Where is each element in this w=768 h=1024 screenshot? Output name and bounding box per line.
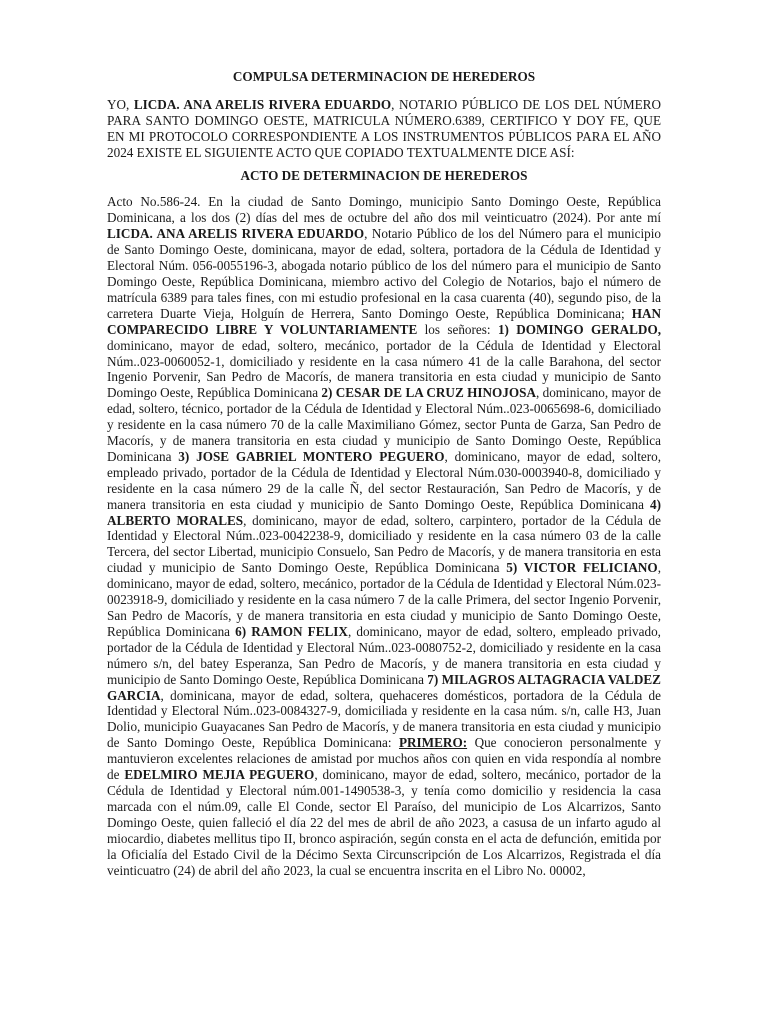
text-run: , dominicano, mayor de edad, soltero, carpintero, portador de la Cédula de Identidad y Electoral Núm..023-0042238-9, domiciliado y residente en la casa número 03 de la calle Tercera, del sector Libertad, municipio Consuelo, San Pedro de Macorís, y de manera transitoria en esta ciudad y municipio de Santo Domingo Oeste, República Dominicana bbox=[107, 512, 662, 576]
text-run: YO, bbox=[107, 96, 134, 112]
bold-text: HAN COMPARECIDO LIBRE Y VOLUNTARIAMENTE bbox=[107, 305, 661, 337]
bold-text: EDELMIRO MEJIA PEGUERO bbox=[124, 767, 315, 783]
body-paragraph bbox=[107, 194, 661, 878]
document-title: COMPULSA DETERMINACION DE HEREDEROS bbox=[232, 69, 536, 84]
bold-text: 6) RAMON FELIX bbox=[235, 623, 348, 639]
text-run: Que conocieron personalmente y mantuvieron excelentes relaciones de amistad por muchos años con quien en vida respondía al nombre de bbox=[107, 735, 661, 783]
text-run: , dominicano, mayor de edad, soltero, mecánico, portador de la Cédula de Identidad y Electoral núm.001-1490538-3, y tenía como domicilio y residencia la casa marcada con el núm.09, calle El Conde, sector El Paraíso, del municipio de Los Alcarrizos, Santo Domingo Oeste, quien falleció el día 22 del mes de abril de año 2023, a casusa de un infarto agudo al miocardio, diabetes mellitus tipo II, bronco aspiración, según consta en el acta de defunción, emitida por la Oficialía del Estado Civil de la Décimo Sexta Circunscripción de Los Alcarrizos, Registrada el día veinticuatro (24) de abril del año 2023, la cual se encuentra inscrita en el Libro No. 00002, bbox=[107, 767, 661, 878]
text-run: , dominicano, mayor de edad, soltero, empleado privado, portador de la Cédula de Identidad y Electoral Núm.030-0003940-8, domiciliado y residente en la casa número 29 de la calle Ñ, del sector Restauración, San Pedro de Macorís, y de manera transitoria en esta ciudad y municipio de Santo Domingo Oeste, República Dominicana bbox=[107, 448, 662, 512]
text-run: , dominicana, mayor de edad, soltera, quehaceres domésticos, portadora de la Cédula de Identidad y Electoral Núm..023-0084327-9, domiciliada y residente en la casa núm. s/n, calle H3, Juan Dolio, municipio Guayacanes San Pedro de Macorís, y de manera transitoria en esta ciudad y municipio de Santo Domingo Oeste, República Dominicana: bbox=[107, 687, 661, 751]
bold-text: 1) DOMINGO GERALDO, bbox=[497, 321, 662, 337]
document-page bbox=[107, 66, 661, 878]
bold-text: 5) VICTOR FELICIANO bbox=[506, 560, 658, 576]
text-run: los señores: bbox=[417, 321, 498, 337]
text-run: , dominicano, mayor de edad, soltero, empleado privado, portador de la Cédula de Identidad y Electoral Núm..023-0080752-2, domiciliado y residente en la casa número s/n, del batey Esperanza, San Pedro de Macorís, y de manera transitoria en esta ciudad y municipio de Santo Domingo Oeste, República Dominicana bbox=[107, 623, 661, 687]
bold-text: LICDA. ANA ARELIS RIVERA EDUARDO bbox=[107, 226, 365, 242]
intro-paragraph bbox=[107, 97, 661, 161]
section-heading-primero: PRIMERO: bbox=[398, 735, 468, 751]
bold-text: 3) JOSE GABRIEL MONTERO PEGUERO bbox=[178, 448, 445, 464]
bold-text: 2) CESAR DE LA CRUZ HINOJOSA bbox=[321, 385, 536, 401]
text-run: , dominicano, mayor de edad, soltero, técnico, portador de la Cédula de Identidad y Electoral Núm..023-0065698-6, domiciliado y residente en la casa número 70 de la calle Maximiliano Gómez, sector Punta de Garza, San Pedro de Macorís, y de manera transitoria en esta ciudad y municipio de Santo Domingo Oeste, República Dominicana bbox=[107, 385, 661, 464]
bold-text: LICDA. ANA ARELIS RIVERA EDUARDO bbox=[133, 96, 392, 112]
text-run: , dominicano, mayor de edad, soltero, mecánico, portador de la Cédula de Identidad y Electoral Núm.023-0023918-9, domiciliado y residente en la casa número 7 de la calle Primera, del sector Ingenio Porvenir, San Pedro de Macorís, y de manera transitoria en esta ciudad y municipio de Santo Domingo Oeste, República Dominicana bbox=[107, 560, 661, 639]
act-title: ACTO DE DETERMINACION DE HEREDEROS bbox=[240, 167, 528, 183]
text-run: , Notario Público de los del Número para el municipio de Santo Domingo Oeste, dominicana, mayor de edad, soltera, portadora de la Cédula de Identidad y Electoral Núm. 056-0055196-3, abogada notario público de los del número para el municipio de Santo Domingo Oeste, República Dominicana, miembro activo del Colegio de Notarios, bajo el número de matrícula 6389 para tales fines, con mi estudio profesional en la casa cuarenta (40), segundo piso, de la carretera Duarte Vieja, Holguín de Herrera, Santo Domingo Oeste, República Dominicana; bbox=[107, 226, 661, 321]
text-run: dominicano, mayor de edad, soltero, mecánico, portador de la Cédula de Identidad y Electoral Núm..023-0060052-1, domiciliado y residente en la casa número 41 de la calle Barahona, del sector Ingenio Porvenir, San Pedro de Macorís, de manera transitoria en esta ciudad y municipio de Santo Domingo Oeste, República Dominicana bbox=[107, 337, 661, 401]
text-run: Acto No.586-24. En la ciudad de Santo Domingo, municipio Santo Domingo Oeste, República Dominicana, a los dos (2) días del mes de octubre del año dos mil veinticuatro (2024). Por ante mí bbox=[107, 194, 661, 226]
text-run: , NOTARIO PÚBLICO DE LOS DEL NÚMERO PARA SANTO DOMINGO OESTE, MATRICULA NÚMERO.6389, CERTIFICO Y DOY FE, QUE EN MI PROTOCOLO CORRESPONDIENTE A LOS INSTRUMENTOS PÚBLICOS PARA EL AÑO 2024 EXISTE EL SIGUIENTE ACTO QUE COPIADO TEXTUALMENTE DICE ASÍ: bbox=[107, 96, 661, 160]
bold-text: 4) ALBERTO MORALES bbox=[107, 496, 661, 528]
bold-text: 7) MILAGROS ALTAGRACIA VALDEZ GARCIA bbox=[107, 671, 661, 703]
